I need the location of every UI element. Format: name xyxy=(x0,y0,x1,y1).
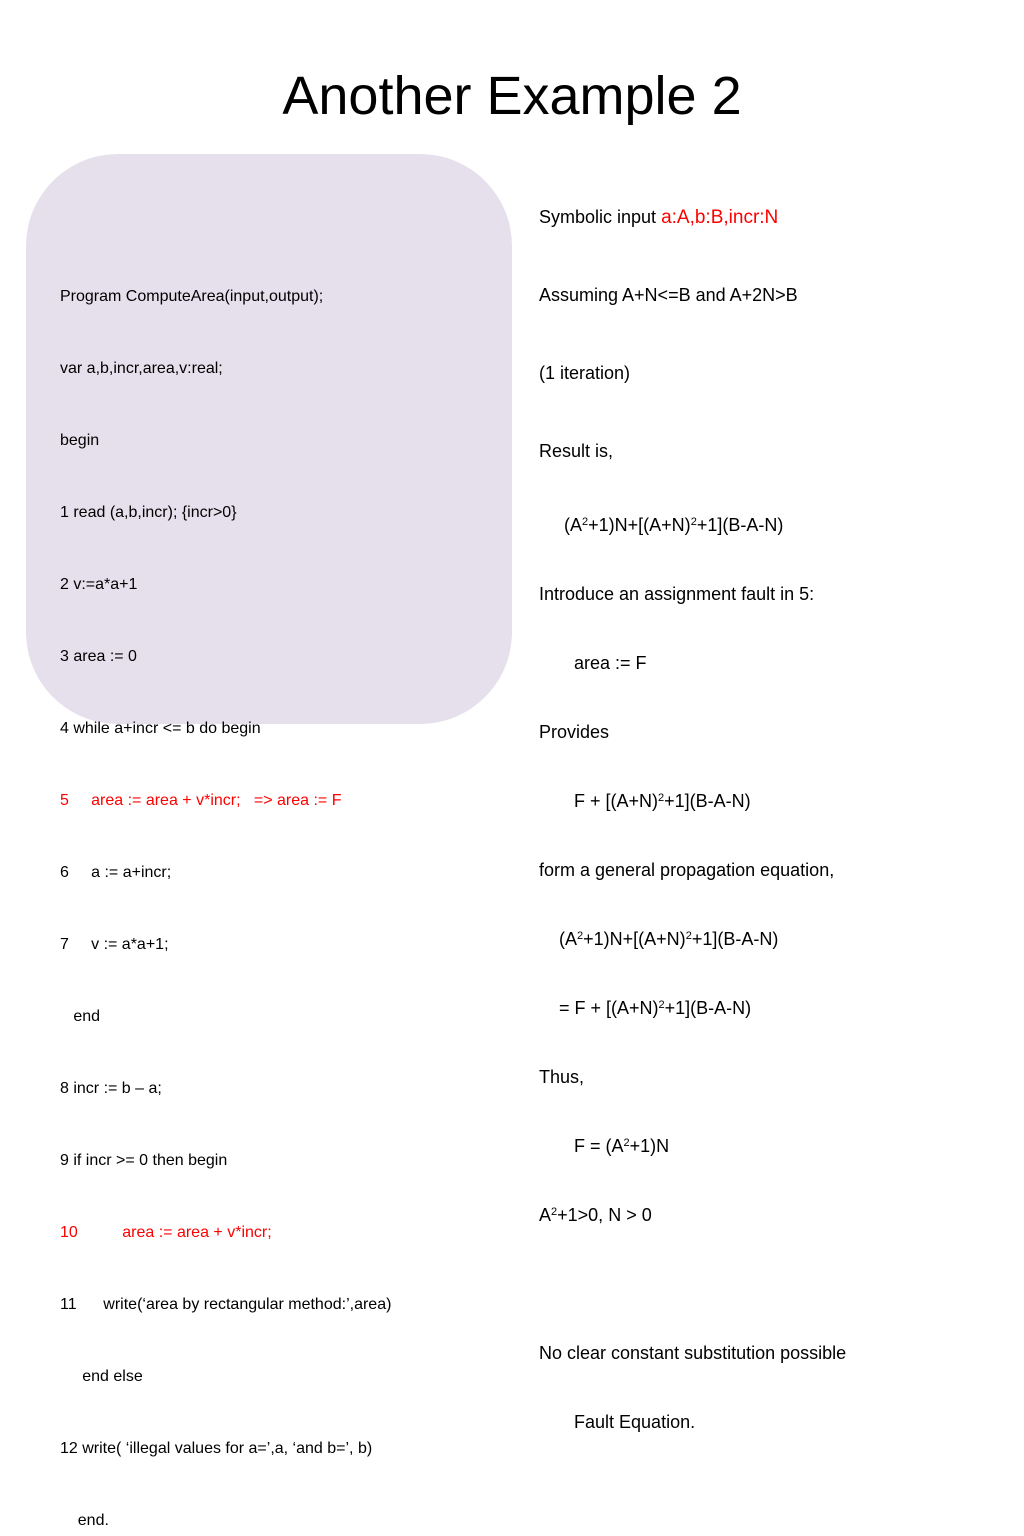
code-line: begin xyxy=(60,432,100,449)
exponent: 2 xyxy=(623,1137,630,1149)
code-line: 3 area := 0 xyxy=(60,648,137,665)
eq-part: (A xyxy=(539,929,578,949)
iteration-line: (1 iteration) xyxy=(539,363,631,383)
blank-line xyxy=(539,1271,846,1298)
exponent: 2 xyxy=(551,1206,558,1218)
code-line: end xyxy=(60,1008,101,1025)
code-line: 1 read (a,b,incr); {incr>0} xyxy=(60,504,237,521)
introduce-line: Introduce an assignment fault in 5: xyxy=(539,584,815,604)
eq-part: +1](B-A-N) xyxy=(664,791,751,811)
symbolic-input-label: Symbolic input xyxy=(539,207,662,227)
exponent: 2 xyxy=(685,930,692,942)
eq-part: (A xyxy=(539,515,583,535)
fault-equation-line: Fault Equation. xyxy=(539,1412,696,1432)
form-general-line: form a general propagation equation, xyxy=(539,860,835,880)
eq-part: +1](B-A-N) xyxy=(664,998,752,1018)
code-line-fault: 5 area := area + v*incr; => area := F xyxy=(60,792,342,809)
code-line-fault: 10 area := area + v*incr; xyxy=(60,1224,272,1241)
eq-part: +1>0, N > 0 xyxy=(557,1205,652,1225)
eq-part: F + [(A+N) xyxy=(539,791,659,811)
code-line: 9 if incr >= 0 then begin xyxy=(60,1152,228,1169)
condition-line xyxy=(539,1202,846,1229)
eq-part: +1)N+[(A+N) xyxy=(588,515,691,535)
eq-part: +1](B-A-N) xyxy=(691,929,779,949)
code-line: 8 incr := b – a; xyxy=(60,1080,162,1097)
exponent: 2 xyxy=(658,792,665,804)
general-equation xyxy=(539,926,846,953)
symbolic-input-value: a:A,b:B,incr:N xyxy=(661,207,779,228)
eq-part: +1)N+[(A+N) xyxy=(583,929,686,949)
exponent: 2 xyxy=(577,930,584,942)
code-line: 2 v:=a*a+1 xyxy=(60,576,138,593)
code-line: 4 while a+incr <= b do begin xyxy=(60,720,261,737)
code-line: 12 write( ‘illegal values for a=’,a, ‘and b=’, b) xyxy=(60,1440,373,1457)
symbolic-input-line xyxy=(539,204,846,231)
code-line: 11 write(‘area by rectangular method:’,area) xyxy=(60,1296,392,1313)
code-listing xyxy=(60,237,391,1536)
exponent: 2 xyxy=(658,999,665,1011)
no-clear-line: No clear constant substitution possible xyxy=(539,1343,847,1363)
eq-part: F = (A xyxy=(539,1136,624,1156)
code-line: 6 a := a+incr; xyxy=(60,864,172,881)
result-label: Result is, xyxy=(539,441,614,461)
code-line: end. xyxy=(60,1512,109,1529)
thus-equation xyxy=(539,1133,846,1160)
eq-part: A xyxy=(539,1205,552,1225)
code-line: 7 v := a*a+1; xyxy=(60,936,169,953)
code-line: var a,b,incr,area,v:real; xyxy=(60,360,223,377)
assuming-line: Assuming A+N<=B and A+2N>B xyxy=(539,285,798,305)
slide-title: Another Example 2 xyxy=(282,66,742,126)
exponent: 2 xyxy=(690,516,697,528)
eq-part: +1)N xyxy=(629,1136,670,1156)
area-f-line: area := F xyxy=(539,653,647,673)
thus-line: Thus, xyxy=(539,1067,585,1087)
eq-part: = F + [(A+N) xyxy=(539,998,659,1018)
exponent: 2 xyxy=(582,516,589,528)
analysis-text xyxy=(539,162,846,1457)
code-line: Program ComputeArea(input,output); xyxy=(60,288,324,305)
provides-equation xyxy=(539,788,846,815)
result-equation xyxy=(539,512,846,539)
code-line: end else xyxy=(60,1368,143,1385)
eq-part: +1](B-A-N) xyxy=(696,515,784,535)
provides-line: Provides xyxy=(539,722,610,742)
equals-equation xyxy=(539,995,846,1022)
